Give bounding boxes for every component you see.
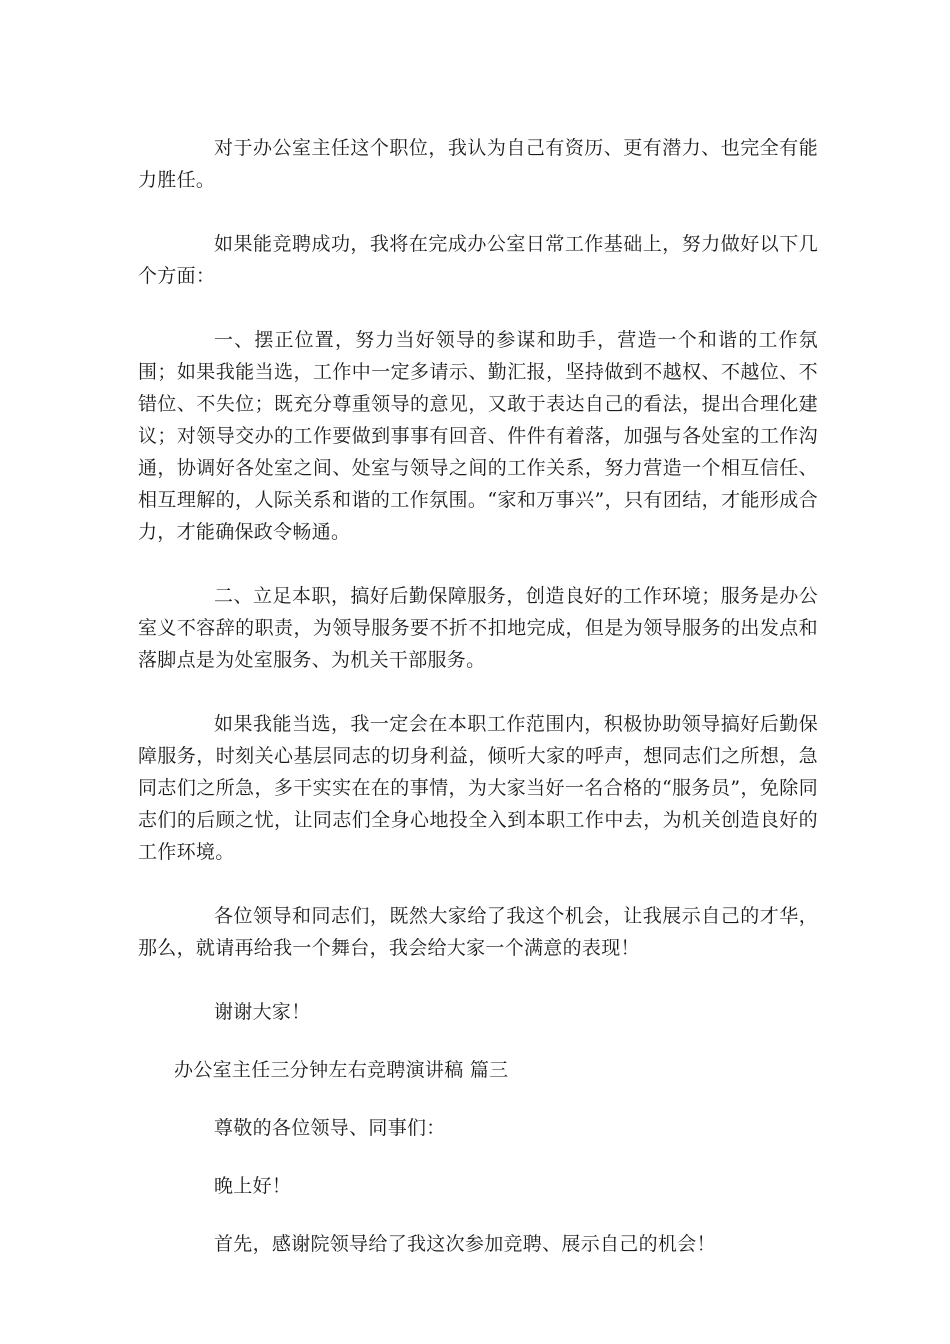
- paragraph-6: 各位领导和同志们，既然大家给了我这个机会，让我展示自己的才华，那么，就请再给我一个舞台，我会给大家一个满意的表现！: [138, 905, 818, 959]
- greeting: 晚上好！: [214, 1175, 292, 1197]
- paragraph-3: 一、摆正位置，努力当好领导的参谋和助手，营造一个和谐的工作氛围；如果我能当选，工作中一定多请示、勤汇报，坚持做到不越权、不越位、不错位、不失位；既充分尊重领导的意见，又敢于表达自己的看法，提出合理化建议；对领导交办的工作要做到事事有回音、件件有着落，加强与各处室的工作沟通，协调好各处室之间、处室与领导之间的工作关系，努力营造一个相互信任、相互理解的，人际关系和谐的工作氛围。“家和万事兴”，只有团结，才能形成合力，才能确保政令畅通。: [138, 329, 818, 543]
- paragraph-4: 二、立足本职，搞好后勤保障服务，创造良好的工作环境；服务是办公室义不容辞的职责，为领导服务要不折不扣地完成，但是为领导服务的出发点和落脚点是为处室服务、为机关干部服务。: [138, 585, 818, 671]
- paragraph-thanks: 谢谢大家！: [214, 1001, 311, 1023]
- section-title: 办公室主任三分钟左右竞聘演讲稿 篇三: [174, 1059, 509, 1081]
- paragraph-1: 对于办公室主任这个职位，我认为自己有资历、更有潜力、也完全有能力胜任。: [138, 137, 818, 191]
- paragraph-5: 如果我能当选，我一定会在本职工作范围内，积极协助领导搞好后勤保障服务，时刻关心基层同志的切身利益，倾听大家的呼声，想同志们之所想，急同志们之所急，多干实实在在的事情，为大家当好一名合格的“服务员”，免除同志们的后顾之忧，让同志们全身心地投全入到本职工作中去，为机关创造良好的工作环境。: [138, 713, 818, 863]
- salutation: 尊敬的各位领导、同事们：: [214, 1117, 446, 1139]
- document-page: [138, 132, 818, 1286]
- paragraph-2: 如果能竞聘成功，我将在完成办公室日常工作基础上，努力做好以下几个方面：: [138, 233, 818, 287]
- opening-line: 首先，感谢院领导给了我这次参加竞聘、展示自己的机会！: [214, 1233, 716, 1255]
